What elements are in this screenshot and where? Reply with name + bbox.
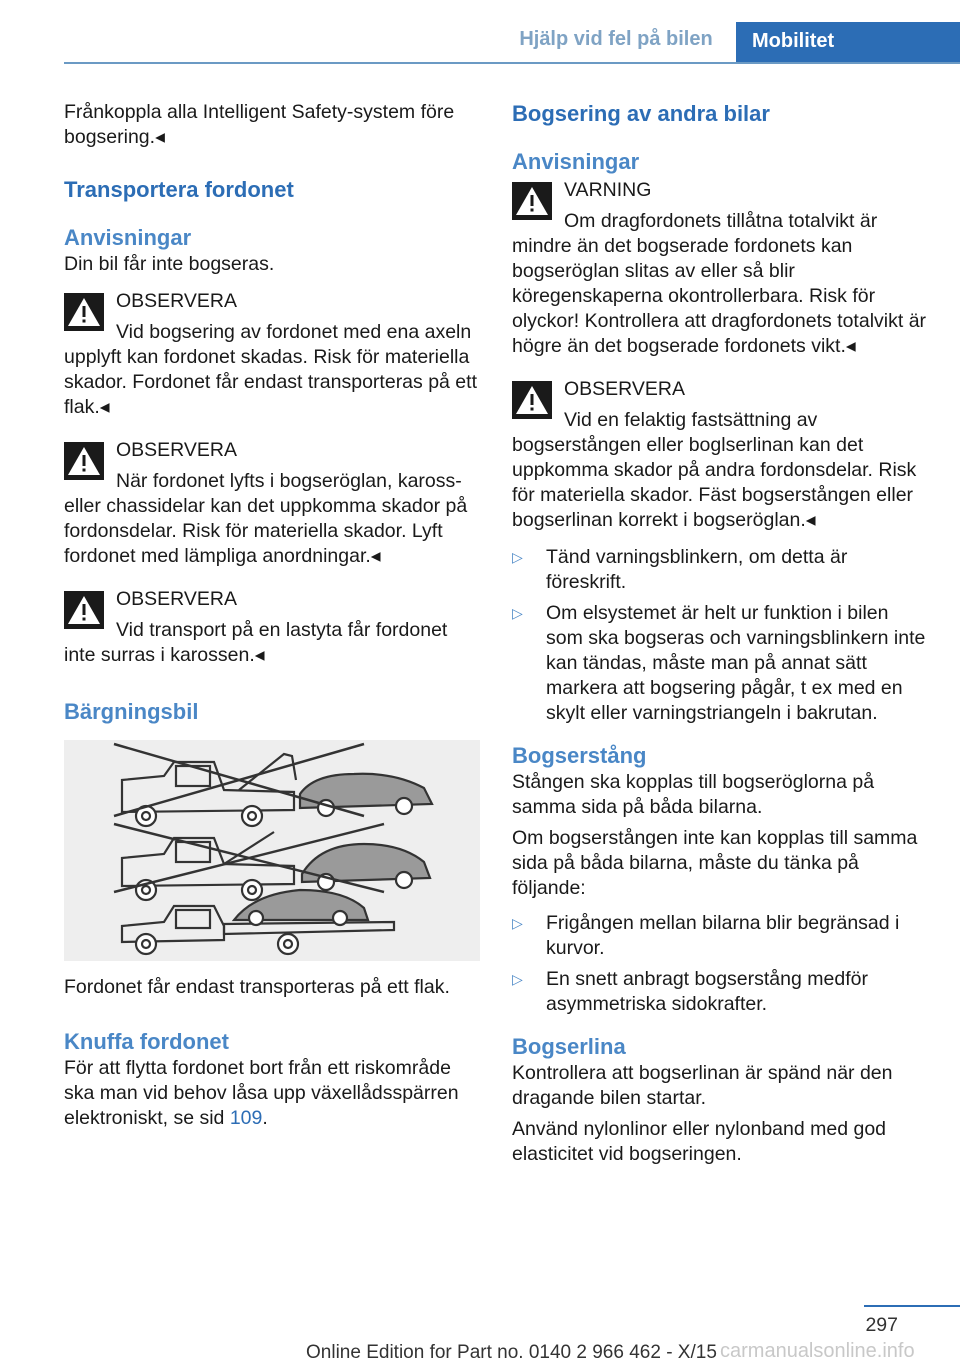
warning-text: Vid bogsering av fordonet med ena axeln upplyft kan fordonet skadas. Risk för materiella skador. Fordonet får endast transporteras på ett flak.◂ [64, 321, 477, 418]
subheading-bargningsbil: Bärgningsbil [64, 699, 199, 724]
list-item-text: En snett anbragt bogserstång medför asymmetriska sidokrafter. [546, 968, 868, 1015]
triangle-right-icon: ▷ [512, 915, 523, 931]
heading-transport: Transportera fordonet [64, 177, 294, 202]
list-item [512, 545, 928, 595]
lina-text-2: Använd nylonlinor eller nylonband med god elasticitet vid bogseringen. [512, 1118, 887, 1165]
warning-block-2 [64, 438, 480, 569]
warning-tag: OBSERVERA [116, 588, 238, 610]
tow-truck-illustration [64, 740, 480, 961]
warning-text: När fordonet lyfts i bogseröglan, kaross- eller chassidelar kan det uppkomma skador på fordonsdelar. Risk för materiella skador. Lyft fordonet med lämpliga anordningar.◂ [64, 470, 468, 567]
heading-bogsering: Bogsering av andra bilar [512, 101, 770, 126]
subheading-knuffa: Knuffa fordonet [64, 1029, 229, 1054]
stang-text-2: Om bogserstången inte kan kopplas till samma sida på båda bilarna, måste du tänka på följande: [512, 827, 918, 899]
warning-tag: OBSERVERA [116, 290, 238, 312]
warning-block-observera [512, 377, 928, 533]
subheading-bogserlina: Bogserlina [512, 1034, 626, 1059]
hazard-bullet-list [512, 545, 928, 726]
footer-rule [864, 1305, 960, 1307]
stang-text-1: Stången ska kopplas till bogseröglorna på samma sida på båda bilarna. [512, 771, 875, 818]
warning-triangle-icon [64, 591, 104, 629]
warning-text: Om dragfordonets tillåtna totalvikt är mindre än det bogserade fordonets kan bogseröglan slitas av eller så blir köregenskaperna okontrollerbara. Risk för olyckor! Kontrollera att dragfordonets totalvikt är högre än det bogserade fordonets vikt.◂ [512, 210, 927, 357]
stang-bullet-list [512, 911, 928, 1017]
warning-triangle-icon [512, 381, 552, 419]
warning-block-1 [64, 289, 480, 420]
intro-text: Frånkoppla alla Intelligent Safety-system före bogsering.◂ [64, 101, 455, 148]
knuffa-text [64, 1056, 480, 1131]
warning-text: Vid en felaktig fastsättning av bogserstången eller boglserlinan kan det uppkomma skador på andra fordonsdelar. Risk för materiella skador. Fäst bogserstången eller bogserlinan korrekt i bogseröglan.◂ [512, 409, 917, 531]
subheading-bogserstang: Bogserstång [512, 743, 647, 768]
warning-tag: OBSERVERA [116, 439, 238, 461]
left-column [64, 100, 480, 1137]
warning-tag: VARNING [564, 179, 652, 201]
watermark-text: carmanualsonline.info [720, 1340, 915, 1362]
page-reference-link[interactable]: 109 [229, 1107, 263, 1129]
knuffa-text-body: För att flytta fordonet bort från ett riskområde ska man vid behov låsa upp växellådsspärren elektroniskt, se sid [64, 1057, 459, 1129]
warning-triangle-icon [64, 293, 104, 331]
header-tab-mobilitet: Mobilitet [736, 22, 960, 62]
warning-block-3 [64, 587, 480, 668]
knuffa-text-end: . [262, 1107, 268, 1129]
triangle-right-icon: ▷ [512, 605, 523, 621]
warning-block-varning [512, 178, 928, 359]
subheading-anvisningar: Anvisningar [512, 149, 640, 174]
list-item-text: Om elsystemet är helt ur funktion i bilen som ska bogseras och varningsblinkern inte kan tändas, måste man på annat sätt markera att bogsering pågår, t ex med en skylt eller varningstriangeln i bakrutan. [546, 602, 926, 724]
lina-text-1: Kontrollera att bogserlinan är spänd när den dragande bilen startar. [512, 1062, 893, 1109]
header-rule [64, 62, 960, 64]
list-item [512, 601, 928, 726]
figure-caption: Fordonet får endast transporteras på ett flak. [64, 976, 450, 998]
list-item [512, 967, 928, 1017]
page-number: 297 [865, 1314, 898, 1336]
list-item-text: Tänd varningsblinkern, om detta är föreskrift. [546, 546, 848, 593]
header-section-title: Hjälp vid fel på bilen [519, 28, 713, 50]
triangle-right-icon: ▷ [512, 971, 523, 987]
edition-text: Online Edition for Part no. 0140 2 966 462 - X/15 [306, 1342, 717, 1362]
tow-text: Din bil får inte bogseras. [64, 253, 275, 275]
warning-tag: OBSERVERA [564, 378, 686, 400]
list-item-text: Frigången mellan bilarna blir begränsad i kurvor. [546, 912, 900, 959]
list-item [512, 911, 928, 961]
triangle-right-icon: ▷ [512, 549, 523, 565]
right-column [512, 100, 928, 1173]
subheading-anvisningar: Anvisningar [64, 225, 192, 250]
warning-text: Vid transport på en lastyta får fordonet inte surras i karossen.◂ [64, 619, 448, 666]
warning-triangle-icon [512, 182, 552, 220]
warning-triangle-icon [64, 442, 104, 480]
